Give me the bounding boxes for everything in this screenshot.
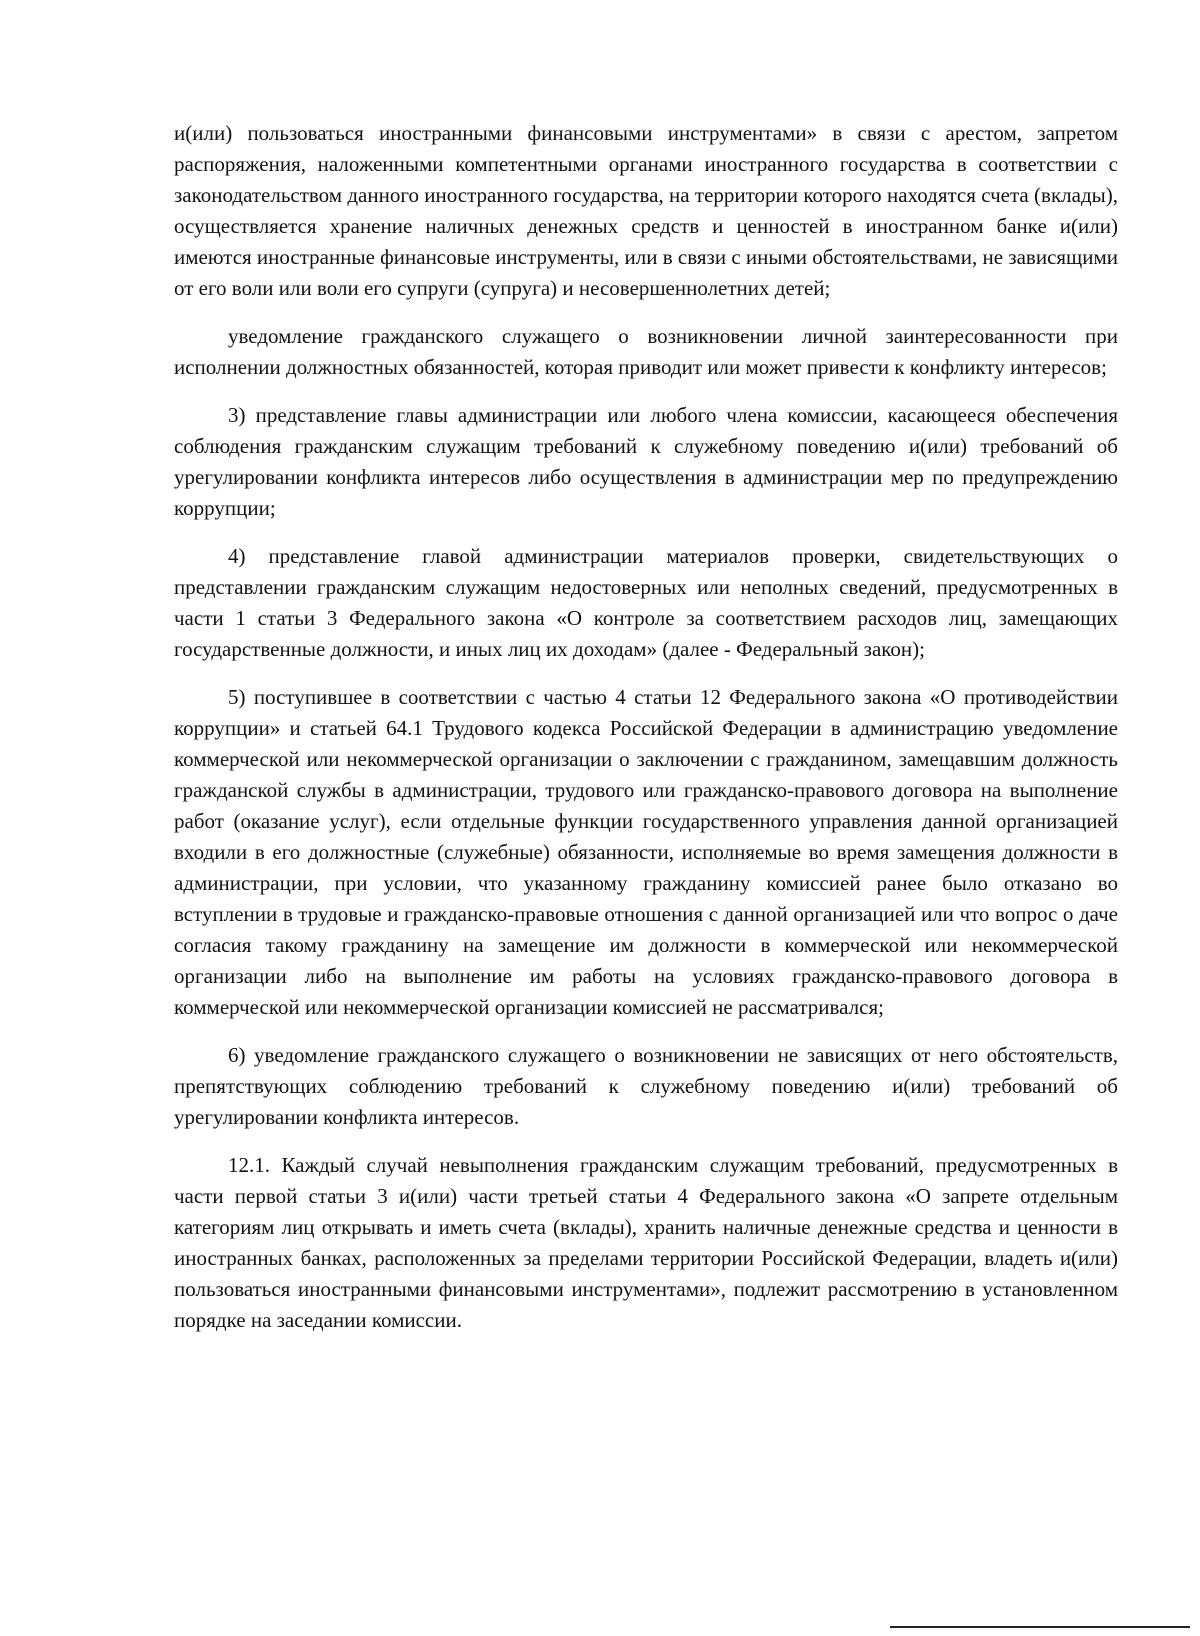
paragraph-item-5: 5) поступившее в соответствии с частью 4 статьи 12 Федерального закона «О противодействии коррупции» и статьей 64.1 Трудового кодекса Российской Федерации в администрацию уведомление коммерческой или некоммерческой организации о заключении с гражданином, замещавшим должность гражданской службы в администрации, трудового или гражданско-правового договора на выполнение работ (оказание услуг), если отдельные функции государственного управления данной организацией входили в его должностные (служебные) обязанности, исполняемые во время замещения должности в администрации, при условии, что указанному гражданину комиссией ранее было отказано во вступлении в трудовые и гражданско-правовые отношения с данной организацией или что вопрос о даче согласия такому гражданину на замещение им должности в коммерческой или некоммерческой организации либо на выполнение им работы на условиях гражданско-правового договора в коммерческой или некоммерческой организации комиссией не рассматривался; xyxy=(174,685,1118,1019)
footer-rule xyxy=(890,1626,1190,1628)
paragraph-12-1: 12.1. Каждый случай невыполнения гражданским служащим требований, предусмотренных в части первой статьи 3 и(или) части третьей статьи 4 Федерального закона «О запрете отдельным категориям лиц открывать и иметь счета (вклады), хранить наличные денежные средства и ценности в иностранных банках, расположенных за пределами территории Российской Федерации, владеть и(или) пользоваться иностранными финансовыми инструментами», подлежит рассмотрению в установленном порядке на заседании комиссии. xyxy=(174,1153,1118,1332)
document-page xyxy=(174,118,1118,1353)
paragraph-personal-interest-notice: уведомление гражданского служащего о возникновении личной заинтересованности при исполнении должностных обязанностей, которая приводит или может привести к конфликту интересов; xyxy=(174,324,1118,379)
paragraph-item-3: 3) представление главы администрации или любого члена комиссии, касающееся обеспечения соблюдения гражданским служащим требований к служебному поведению и(или) требований об урегулировании конфликта интересов либо осуществления в администрации мер по предупреждению коррупции; xyxy=(174,403,1118,520)
paragraph-item-4: 4) представление главой администрации материалов проверки, свидетельствующих о представлении гражданским служащим недостоверных или неполных сведений, предусмотренных в части 1 статьи 3 Федерального закона «О контроле за соответствием расходов лиц, замещающих государственные должности, и иных лиц их доходам» (далее - Федеральный закон); xyxy=(174,544,1118,661)
paragraph-item-6: 6) уведомление гражданского служащего о возникновении не зависящих от него обстоятельств, препятствующих соблюдению требований к служебному поведению и(или) требований об урегулировании конфликта интересов. xyxy=(174,1043,1118,1129)
paragraph-continuation: и(или) пользоваться иностранными финансовыми инструментами» в связи с арестом, запретом распоряжения, наложенными компетентными органами иностранного государства в соответствии с законодательством данного иностранного государства, на территории которого находятся счета (вклады), осуществляется хранение наличных денежных средств и ценностей в иностранном банке и(или) имеются иностранные финансовые инструменты, или в связи с иными обстоятельствами, не зависящими от его воли или воли его супруги (супруга) и несовершеннолетних детей; xyxy=(174,121,1118,300)
